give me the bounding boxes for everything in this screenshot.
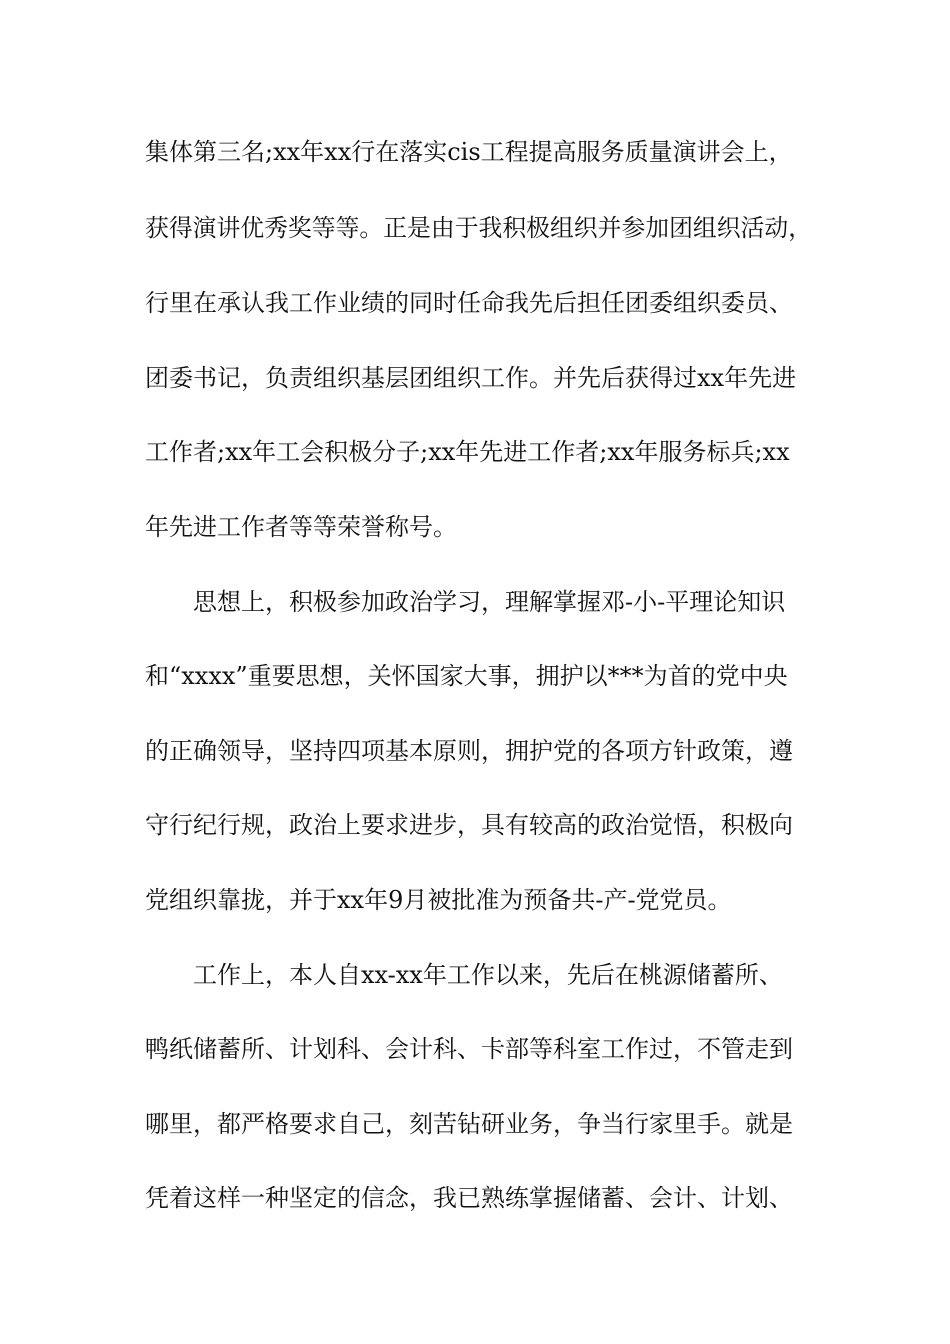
text-line: 团委书记，负责组织基层团组织工作。并先后获得过xx年先进 xyxy=(145,364,797,392)
paragraph-first-line: 思想上，积极参加政治学习，理解掌握邓-小-平理论知识 xyxy=(193,588,786,616)
text-line: 行里在承认我工作业绩的同时任命我先后担任团委组织委员、 xyxy=(145,289,793,317)
text-line: 的正确领导，坚持四项基本原则，拥护党的各项方针政策，遵 xyxy=(145,737,793,765)
text-line: 和“xxxx”重要思想，关怀国家大事，拥护以***为首的党中央 xyxy=(145,662,788,690)
text-line: 党组织靠拢，并于xx年9月被批准为预备共-产-党党员。 xyxy=(145,886,732,914)
paragraph-first-line: 工作上，本人自xx-xx年工作以来，先后在桃源储蓄所、 xyxy=(193,961,783,989)
text-line: 获得演讲优秀奖等等。正是由于我积极组织并参加团组织活动， xyxy=(145,214,813,242)
text-line: 工作者;xx年工会积极分子;xx年先进工作者;xx年服务标兵;xx xyxy=(145,438,790,466)
text-line: 守行纪行规，政治上要求进步，具有较高的政治觉悟，积极向 xyxy=(145,811,793,839)
text-line: 鸭纸储蓄所、计划科、会计科、卡部等科室工作过，不管走到 xyxy=(145,1035,793,1063)
text-line: 年先进工作者等等荣誉称号。 xyxy=(145,513,457,541)
text-line: 凭着这样一种坚定的信念，我已熟练掌握储蓄、会计、计划、 xyxy=(145,1184,793,1212)
text-line: 集体第三名;xx年xx行在落实cis工程提高服务质量演讲会上， xyxy=(145,138,793,166)
text-line: 哪里，都严格要求自己，刻苦钻研业务，争当行家里手。就是 xyxy=(145,1110,793,1138)
